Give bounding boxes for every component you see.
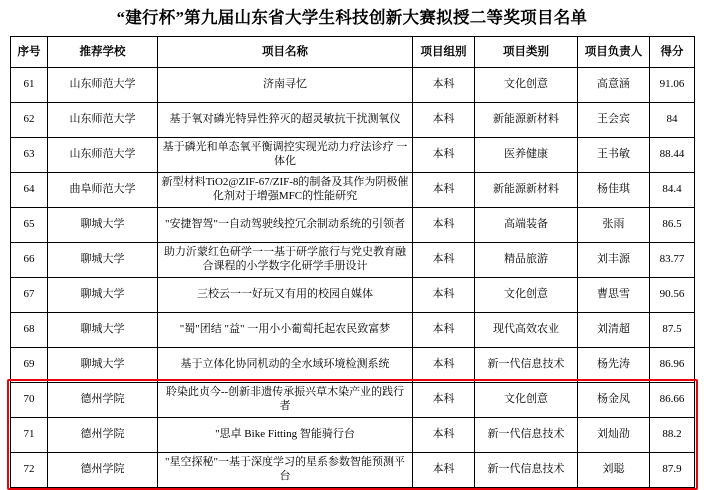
cell-project-name: "星空探秘"一基于深度学习的星系参数智能预测平台 bbox=[158, 452, 413, 487]
column-header-school: 推荐学校 bbox=[48, 36, 158, 67]
cell-score: 87.9 bbox=[650, 452, 695, 487]
cell-category: 新一代信息技术 bbox=[475, 417, 578, 452]
cell-project-name: 基于立体化协同机动的全水域环境检测系统 bbox=[158, 347, 413, 382]
table-row bbox=[11, 277, 695, 312]
cell-score: 86.66 bbox=[650, 382, 695, 417]
cell-score: 88.44 bbox=[650, 137, 695, 172]
cell-category: 高端装备 bbox=[475, 207, 578, 242]
cell-project-name: 基于氧对磷光特异性猝灭的超灵敏抗干扰测氧仪 bbox=[158, 102, 413, 137]
table-row bbox=[11, 137, 695, 172]
cell-category: 医养健康 bbox=[475, 137, 578, 172]
cell-project-name: "思卓 Bike Fitting 智能骑行台 bbox=[158, 417, 413, 452]
cell-category: 现代高效农业 bbox=[475, 312, 578, 347]
column-header-category: 项目类别 bbox=[475, 36, 578, 67]
table-header-row bbox=[11, 36, 695, 67]
cell-score: 84 bbox=[650, 102, 695, 137]
cell-no: 72 bbox=[11, 452, 48, 487]
cell-category: 新一代信息技术 bbox=[475, 347, 578, 382]
cell-no: 68 bbox=[11, 312, 48, 347]
column-header-leader: 项目负责人 bbox=[578, 36, 650, 67]
table-row bbox=[11, 67, 695, 102]
cell-group: 本科 bbox=[413, 417, 475, 452]
cell-group: 本科 bbox=[413, 277, 475, 312]
table-body bbox=[11, 67, 695, 487]
cell-category: 新一代信息技术 bbox=[475, 452, 578, 487]
cell-category: 文化创意 bbox=[475, 382, 578, 417]
cell-leader: 刘聪 bbox=[578, 452, 650, 487]
cell-group: 本科 bbox=[413, 347, 475, 382]
table-row bbox=[11, 347, 695, 382]
cell-no: 71 bbox=[11, 417, 48, 452]
cell-school: 德州学院 bbox=[48, 382, 158, 417]
cell-group: 本科 bbox=[413, 242, 475, 277]
cell-school: 山东师范大学 bbox=[48, 137, 158, 172]
cell-group: 本科 bbox=[413, 172, 475, 207]
table-row bbox=[11, 417, 695, 452]
cell-no: 65 bbox=[11, 207, 48, 242]
cell-leader: 王书敏 bbox=[578, 137, 650, 172]
cell-leader: 高意涵 bbox=[578, 67, 650, 102]
cell-project-name: "蜀"团结 "益" 一用小小葡萄托起农民致富梦 bbox=[158, 312, 413, 347]
cell-score: 86.5 bbox=[650, 207, 695, 242]
cell-leader: 杨先涛 bbox=[578, 347, 650, 382]
cell-school: 德州学院 bbox=[48, 452, 158, 487]
cell-no: 66 bbox=[11, 242, 48, 277]
cell-project-name: "安捷智驾"一自动驾驶线控冗余制动系统的引领者 bbox=[158, 207, 413, 242]
cell-group: 本科 bbox=[413, 67, 475, 102]
cell-leader: 刘丰源 bbox=[578, 242, 650, 277]
cell-score: 88.2 bbox=[650, 417, 695, 452]
cell-group: 本科 bbox=[413, 382, 475, 417]
cell-score: 90.56 bbox=[650, 277, 695, 312]
cell-no: 67 bbox=[11, 277, 48, 312]
cell-school: 聊城大学 bbox=[48, 207, 158, 242]
table-row bbox=[11, 242, 695, 277]
cell-school: 山东师范大学 bbox=[48, 67, 158, 102]
column-header-score: 得分 bbox=[650, 36, 695, 67]
cell-group: 本科 bbox=[413, 207, 475, 242]
cell-no: 63 bbox=[11, 137, 48, 172]
cell-school: 聊城大学 bbox=[48, 312, 158, 347]
column-header-no: 序号 bbox=[11, 36, 48, 67]
cell-leader: 张雨 bbox=[578, 207, 650, 242]
cell-leader: 刘灿劭 bbox=[578, 417, 650, 452]
column-header-group: 项目组别 bbox=[413, 36, 475, 67]
page-title: “建行杯”第九届山东省大学生科技创新大赛拟授二等奖项目名单 bbox=[116, 8, 588, 27]
cell-score: 83.77 bbox=[650, 242, 695, 277]
cell-school: 山东师范大学 bbox=[48, 102, 158, 137]
table-row bbox=[11, 207, 695, 242]
cell-score: 91.06 bbox=[650, 67, 695, 102]
cell-no: 64 bbox=[11, 172, 48, 207]
cell-project-name: 基于磷光和单态氧平衡调控实现光动力疗法诊疗 一体化 bbox=[158, 137, 413, 172]
cell-project-name: 三校云一一好玩又有用的校园自媒体 bbox=[158, 277, 413, 312]
table-row bbox=[11, 102, 695, 137]
cell-project-name: 聆染此贞今--创新非遗传承振兴草木染产业的践行者 bbox=[158, 382, 413, 417]
cell-group: 本科 bbox=[413, 312, 475, 347]
cell-category: 文化创意 bbox=[475, 67, 578, 102]
cell-leader: 杨金凤 bbox=[578, 382, 650, 417]
cell-leader: 杨佳琪 bbox=[578, 172, 650, 207]
table-row bbox=[11, 382, 695, 417]
cell-category: 文化创意 bbox=[475, 277, 578, 312]
cell-score: 84.4 bbox=[650, 172, 695, 207]
cell-category: 精品旅游 bbox=[475, 242, 578, 277]
cell-group: 本科 bbox=[413, 452, 475, 487]
award-list-table bbox=[10, 36, 695, 488]
cell-no: 70 bbox=[11, 382, 48, 417]
cell-school: 德州学院 bbox=[48, 417, 158, 452]
table-row bbox=[11, 312, 695, 347]
cell-score: 86.96 bbox=[650, 347, 695, 382]
cell-no: 69 bbox=[11, 347, 48, 382]
cell-group: 本科 bbox=[413, 102, 475, 137]
cell-no: 61 bbox=[11, 67, 48, 102]
cell-project-name: 新型材料TiO2@ZIF-67/ZIF-8的制备及其作为阴极催化剂对于增强MFC的性能研究 bbox=[158, 172, 413, 207]
cell-no: 62 bbox=[11, 102, 48, 137]
cell-category: 新能源新材料 bbox=[475, 102, 578, 137]
cell-project-name: 济南寻忆 bbox=[158, 67, 413, 102]
cell-category: 新能源新材料 bbox=[475, 172, 578, 207]
cell-school: 聊城大学 bbox=[48, 347, 158, 382]
cell-leader: 王会宾 bbox=[578, 102, 650, 137]
cell-score: 87.5 bbox=[650, 312, 695, 347]
cell-leader: 刘清超 bbox=[578, 312, 650, 347]
column-header-project-name: 项目名称 bbox=[158, 36, 413, 67]
cell-school: 曲阜师范大学 bbox=[48, 172, 158, 207]
cell-leader: 曹思雪 bbox=[578, 277, 650, 312]
cell-school: 聊城大学 bbox=[48, 277, 158, 312]
cell-project-name: 助力沂蒙红色研学一一基于研学旅行与党史教育融合课程的小学数字化研学手册设计 bbox=[158, 242, 413, 277]
cell-group: 本科 bbox=[413, 137, 475, 172]
table-row bbox=[11, 172, 695, 207]
cell-school: 聊城大学 bbox=[48, 242, 158, 277]
